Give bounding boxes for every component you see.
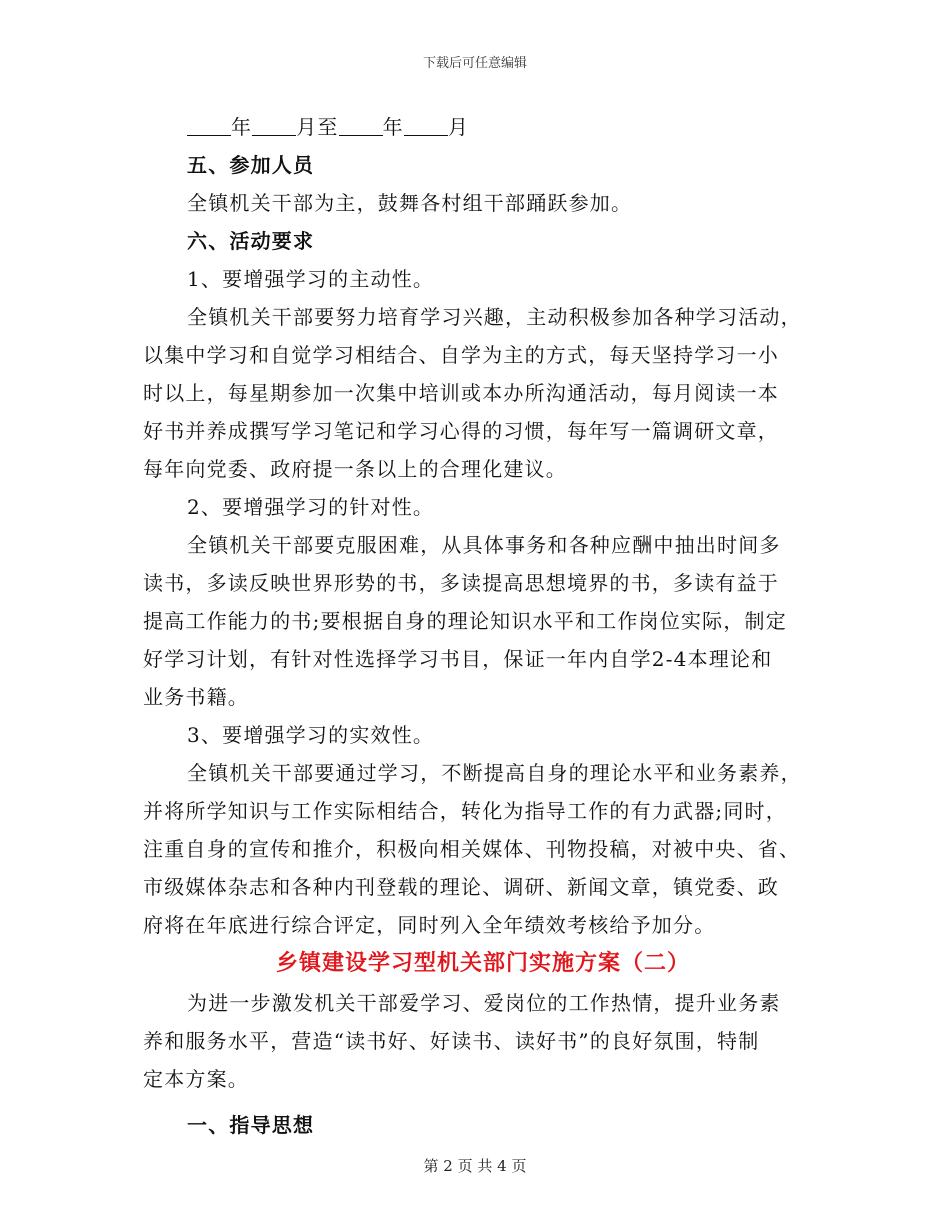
page-header: 下载后可任意编辑 <box>422 56 527 71</box>
paragraph-line: 好书并养成撰写学习笔记和学习心得的习惯，每年写一篇调研文章， <box>143 419 779 443</box>
paragraph-line: 注重自身的宣传和推介，积极向相关媒体、刊物投稿，对被中央、省、 <box>143 837 801 861</box>
paragraph-line: 业务书籍。 <box>143 685 249 709</box>
paragraph-line: 全镇机关干部要通过学习，不断提高自身的理论水平和业务素养， <box>187 761 802 785</box>
item-1-title: 1、要增强学习的主动性。 <box>187 267 435 291</box>
paragraph-line: 好学习计划，有针对性选择学习书目，保证一年内自学2-4本理论和 <box>143 647 773 671</box>
paragraph-line: 时以上，每星期参加一次集中培训或本办所沟通活动，每月阅读一本 <box>143 381 779 405</box>
month-blank-1 <box>252 113 296 136</box>
paragraph-line: 定本方案。 <box>143 1067 249 1091</box>
paragraph-line: 以集中学习和自觉学习相结合、自学为主的方式，每天坚持学习一小 <box>143 343 779 367</box>
paragraph-line: 为进一步激发机关干部爱学习、爱岗位的工作热情，提升业务素 <box>187 991 781 1015</box>
document-title: 乡镇建设学习型机关部门实施方案（二） <box>275 951 690 976</box>
item-3-title: 3、要增强学习的实效性。 <box>187 723 435 747</box>
section-5-heading: 五、参加人员 <box>187 153 315 177</box>
paragraph-line: 并将所学知识与工作实际相结合，转化为指导工作的有力武器;同时， <box>143 799 787 823</box>
month-blank-2 <box>404 113 448 136</box>
page-footer: 第 2 页 共 4 页 <box>423 1157 527 1175</box>
year-blank-2 <box>339 113 383 136</box>
paragraph-line: 府将在年底进行综合评定，同时列入全年绩效考核给予加分。 <box>143 913 716 937</box>
item-2-title: 2、要增强学习的针对性。 <box>187 495 435 519</box>
document-body <box>143 108 813 1144</box>
paragraph-line: 提高工作能力的书;要根据自身的理论知识水平和工作岗位实际，制定 <box>143 609 787 633</box>
paragraph-line: 全镇机关干部要努力培育学习兴趣，主动积极参加各种学习活动， <box>187 305 802 329</box>
section-5-body: 全镇机关干部为主，鼓舞各村组干部踊跃参加。 <box>187 191 633 215</box>
paragraph-line: 全镇机关干部要克服困难，从具体事务和各种应酬中抽出时间多 <box>187 533 781 557</box>
date-range-line: 年 月至 年 月 <box>143 108 813 146</box>
section-1-heading: 一、指导思想 <box>187 1113 315 1137</box>
paragraph-line: 读书，多读反映世界形势的书，多读提高思想境界的书，多读有益于 <box>143 571 779 595</box>
year-blank-1 <box>187 113 231 136</box>
paragraph-line: 养和服务水平，营造“读书好、好读书、读好书”的良好氛围，特制 <box>143 1029 760 1053</box>
section-6-heading: 六、活动要求 <box>187 229 315 253</box>
paragraph-line: 市级媒体杂志和各种内刊登载的理论、调研、新闻文章，镇党委、政 <box>143 875 779 899</box>
paragraph-line: 每年向党委、政府提一条以上的合理化建议。 <box>143 457 567 481</box>
